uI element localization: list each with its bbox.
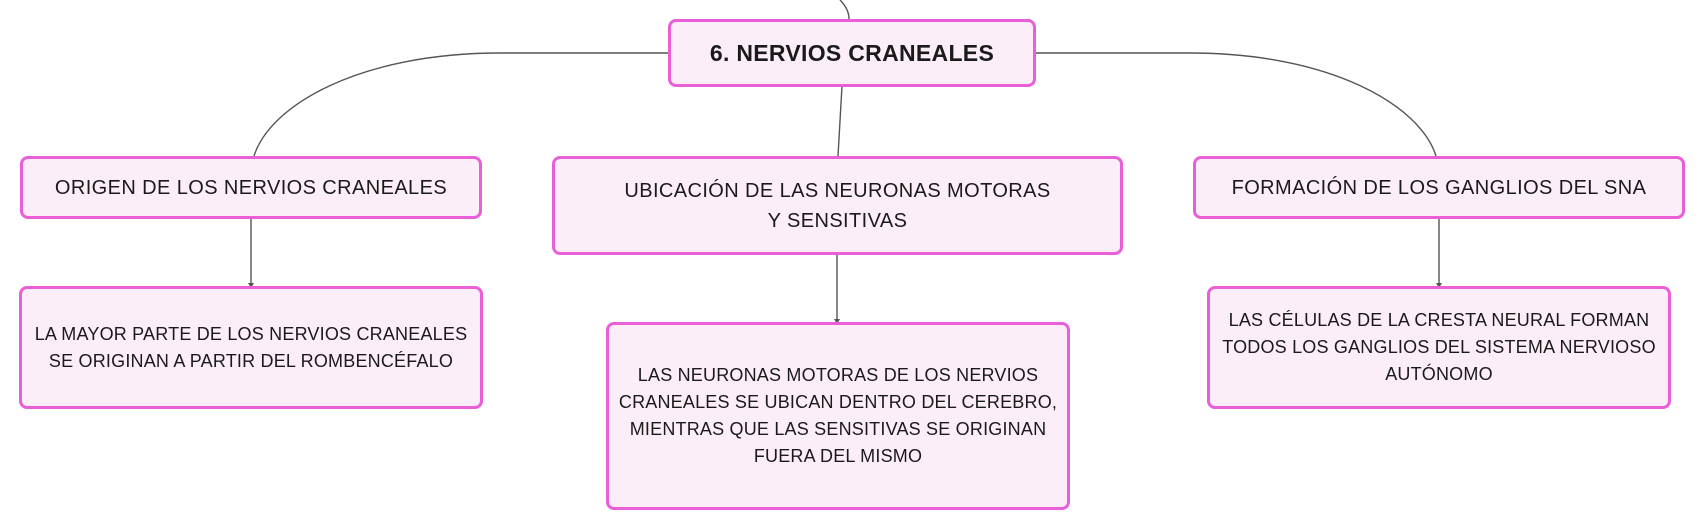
detail-text-origen: LA MAYOR PARTE DE LOS NERVIOS CRANEALES SE ORIGINAN A PARTIR DEL ROMBENCÉFALO xyxy=(34,323,468,371)
topic-label-origen: ORIGEN DE LOS NERVIOS CRANEALES xyxy=(54,176,448,199)
root-node[interactable] xyxy=(668,19,1036,87)
topic-node-origen[interactable] xyxy=(20,156,482,219)
connector-from-parent xyxy=(840,0,849,19)
topic-node-formacion[interactable] xyxy=(1193,156,1685,219)
detail-node-formacion[interactable] xyxy=(1207,286,1671,409)
connector-root-to-formacion xyxy=(1036,53,1436,156)
topic-label-formacion: FORMACIÓN DE LOS GANGLIOS DEL SNA xyxy=(1231,176,1647,199)
detail-text-ubicacion: LAS NEURONAS MOTORAS DE LOS NERVIOS CRANEALES SE UBICAN DENTRO DEL CEREBRO, MIENTRAS QUE LAS SENSITIVAS SE ORIGINAN FUERA DEL MISMO xyxy=(618,365,1058,466)
topic-label-ubicacion: UBICACIÓN DE LAS NEURONAS MOTORAS Y SENSITIVAS xyxy=(624,179,1051,232)
connector-root-to-ubicacion xyxy=(838,86,842,156)
detail-node-ubicacion[interactable] xyxy=(606,322,1070,510)
root-title: 6. NERVIOS CRANEALES xyxy=(709,39,995,66)
detail-text-formacion: LAS CÉLULAS DE LA CRESTA NEURAL FORMAN TODOS LOS GANGLIOS DEL SISTEMA NERVIOSO AUTÓNOMO xyxy=(1222,310,1656,384)
detail-node-origen[interactable] xyxy=(19,286,483,409)
topic-node-ubicacion[interactable] xyxy=(552,156,1123,255)
connector-root-to-origen xyxy=(254,53,668,156)
